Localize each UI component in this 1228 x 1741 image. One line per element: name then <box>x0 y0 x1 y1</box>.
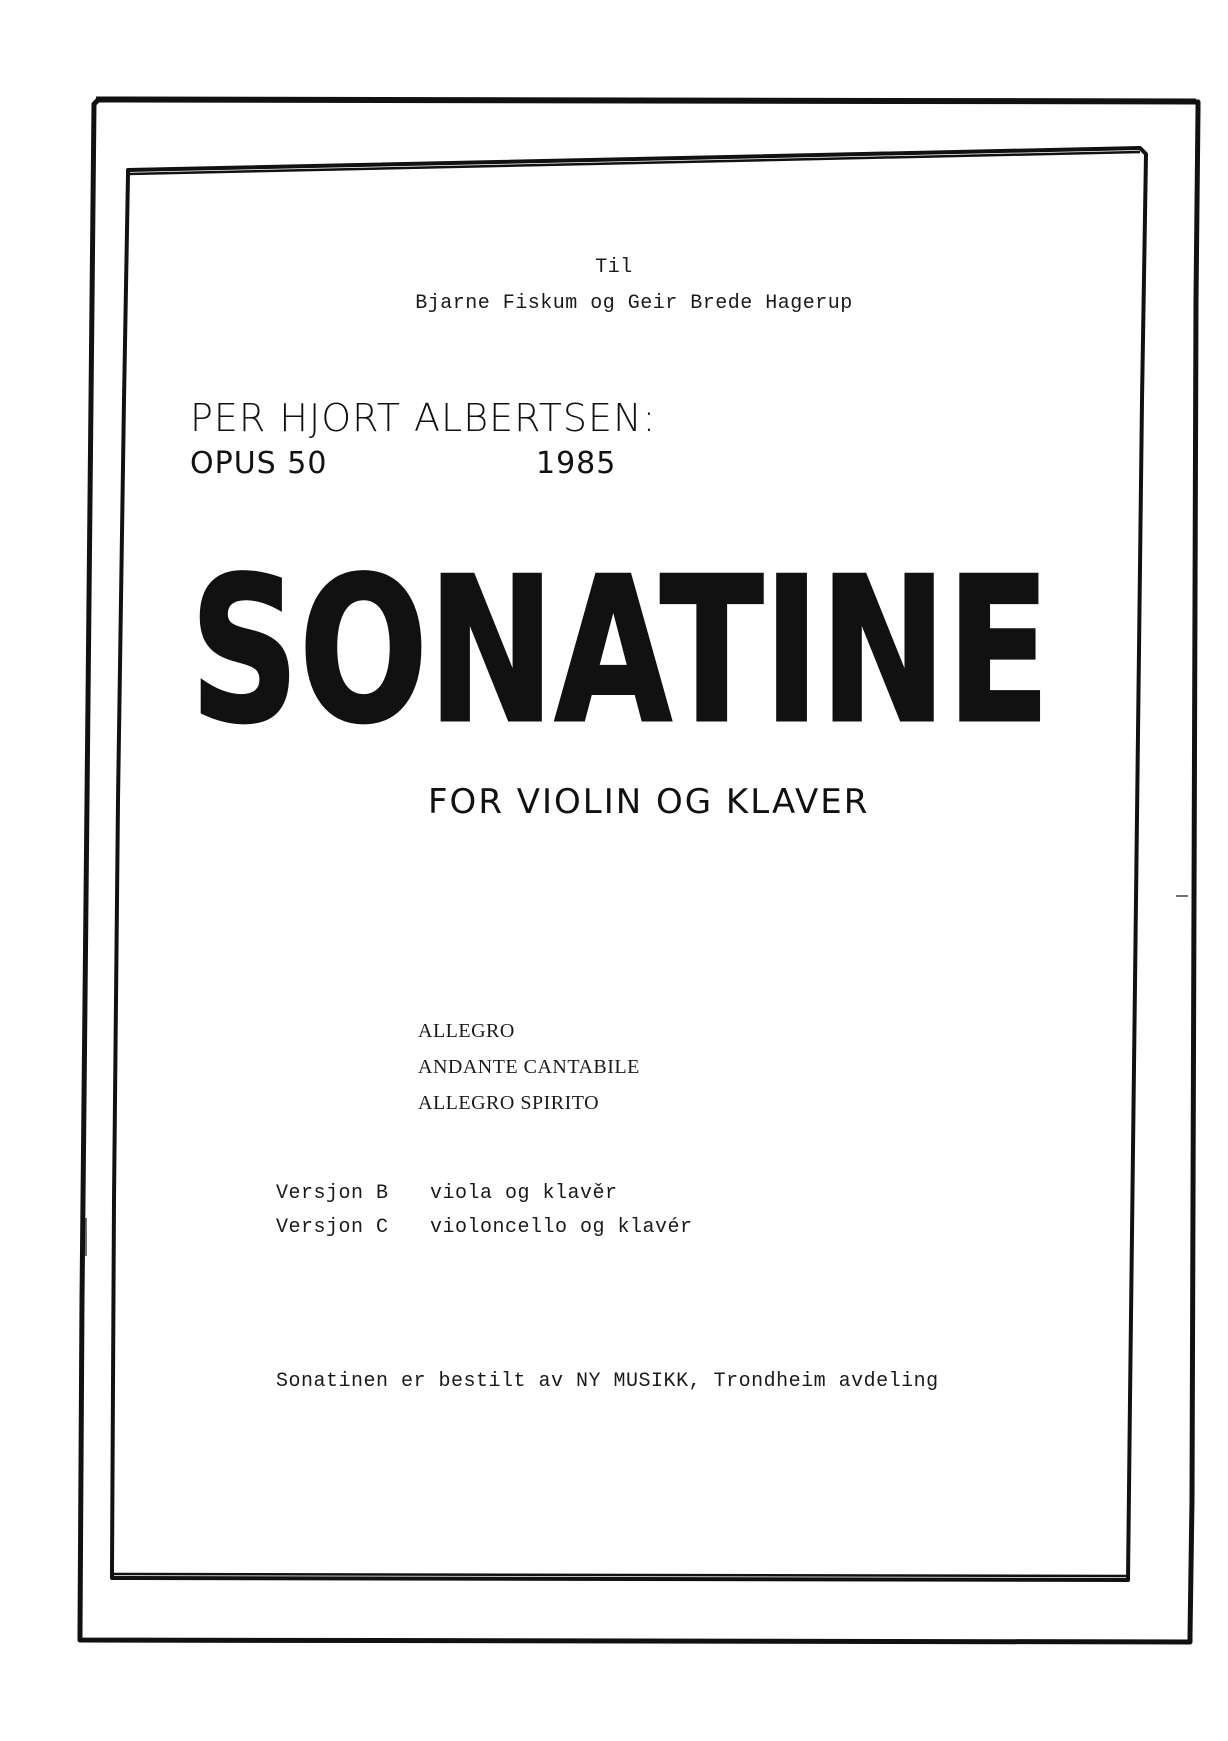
commission-note: Sonatinen er bestilt av NY MUSIKK, Trondheim avdeling <box>276 1370 939 1393</box>
version-c-description: violoncello og klavér <box>430 1216 693 1239</box>
dedication-til: Til <box>595 256 633 279</box>
movement-2: ANDANTE CANTABILE <box>418 1056 640 1078</box>
opus-number: OPUS 50 <box>190 446 328 481</box>
instrumentation: FOR VIOLIN OG KLAVER <box>428 782 870 822</box>
movement-1: ALLEGRO <box>418 1020 515 1042</box>
composition-year: 1985 <box>536 446 617 481</box>
title-text: SONATINE <box>190 535 1050 768</box>
version-b-label: Versjon B <box>276 1182 389 1205</box>
composer-name: PER HJORT ALBERTSEN: <box>190 396 657 440</box>
title-sonatine <box>190 535 1060 768</box>
movement-3: ALLEGRO SPIRITO <box>418 1092 600 1114</box>
dedication-names: Bjarne Fiskum og Geir Brede Hagerup <box>415 292 853 315</box>
version-b-description: viola og klavěr <box>430 1182 618 1205</box>
version-c-label: Versjon C <box>276 1216 389 1239</box>
